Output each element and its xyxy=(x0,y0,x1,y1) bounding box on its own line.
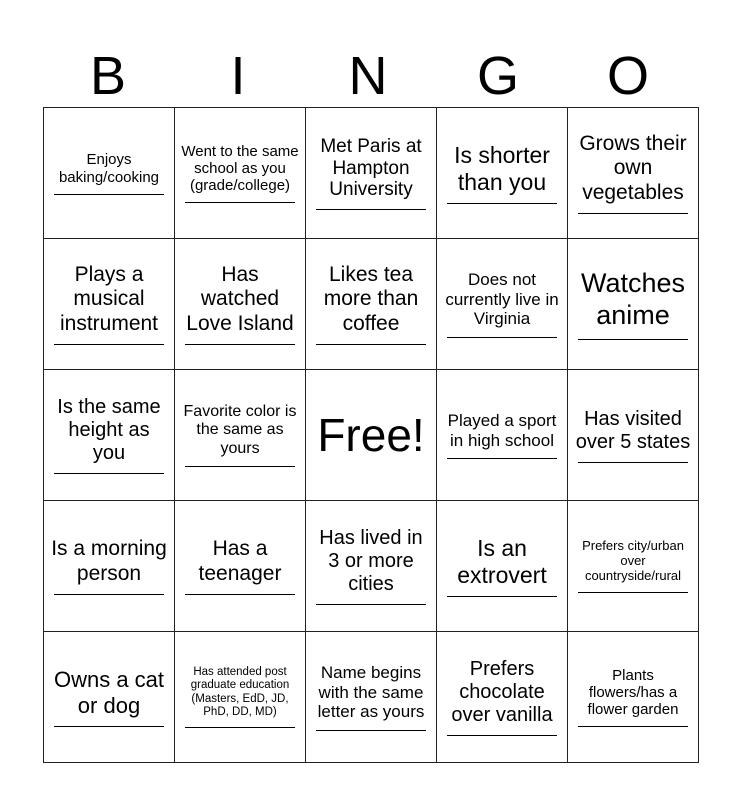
cell-text: Is the same height as you xyxy=(57,396,161,464)
bingo-cell[interactable] xyxy=(44,501,175,632)
signature-line xyxy=(578,592,688,593)
cell-text: Favorite color is the same as yours xyxy=(183,402,297,457)
cell-text: Plays a musical instrument xyxy=(59,263,159,335)
cell-text: Has lived in 3 or more cities xyxy=(319,527,423,595)
cell-text: Met Paris at Hampton University xyxy=(320,135,422,201)
signature-line xyxy=(185,202,295,203)
cell-text: Does not currently live in Virginia xyxy=(445,270,559,329)
bingo-cell[interactable] xyxy=(568,501,699,632)
bingo-cell[interactable] xyxy=(306,632,437,763)
bingo-cell[interactable] xyxy=(175,501,306,632)
signature-line xyxy=(54,594,164,595)
cell-text: Owns a cat or dog xyxy=(53,667,165,718)
header-letter-o: O xyxy=(606,46,649,106)
bingo-cell[interactable] xyxy=(437,239,568,370)
signature-line xyxy=(578,213,688,214)
bingo-cell[interactable] xyxy=(306,239,437,370)
free-space-label: Free! xyxy=(317,408,425,461)
cell-text: Is an extrovert xyxy=(457,535,547,588)
bingo-cell[interactable] xyxy=(437,501,568,632)
cell-text: Name begins with the same letter as yours xyxy=(317,663,425,722)
signature-line xyxy=(185,594,295,595)
bingo-cell[interactable] xyxy=(175,370,306,501)
bingo-cell[interactable] xyxy=(44,370,175,501)
cell-text: Watches anime xyxy=(580,268,686,330)
cell-text: Is a morning person xyxy=(51,537,167,585)
signature-line xyxy=(316,604,426,605)
bingo-cell[interactable] xyxy=(568,632,699,763)
cell-text: Has visited over 5 states xyxy=(575,407,691,453)
cell-text: Prefers chocolate over vanilla xyxy=(451,658,553,726)
signature-line xyxy=(54,473,164,474)
signature-line xyxy=(578,339,688,340)
bingo-cell[interactable] xyxy=(568,370,699,501)
bingo-cell[interactable] xyxy=(175,239,306,370)
bingo-cell[interactable] xyxy=(175,108,306,239)
cell-text: Has watched Love Island xyxy=(186,263,294,335)
header-letter-b: B xyxy=(89,46,127,106)
bingo-cell[interactable] xyxy=(44,239,175,370)
cell-text: Has attended post graduate education (Masters, EdD, JD, PhD, DD, MD) xyxy=(190,666,290,718)
signature-line xyxy=(447,458,557,459)
signature-line xyxy=(185,727,295,728)
signature-line xyxy=(447,203,557,204)
header-letter-i: I xyxy=(230,46,246,106)
bingo-cell[interactable] xyxy=(437,370,568,501)
signature-line xyxy=(447,596,557,597)
bingo-cell[interactable] xyxy=(568,239,699,370)
signature-line xyxy=(578,462,688,463)
cell-text: Prefers city/urban over countryside/rural xyxy=(582,538,684,583)
cell-text: Is shorter than you xyxy=(454,142,550,195)
signature-line xyxy=(447,735,557,736)
cell-text: Grows their own vegetables xyxy=(579,132,687,204)
signature-line xyxy=(54,726,164,727)
free-space[interactable] xyxy=(306,370,437,501)
signature-line xyxy=(185,466,295,467)
bingo-cell[interactable] xyxy=(568,108,699,239)
signature-line xyxy=(316,730,426,731)
signature-line xyxy=(447,337,557,338)
cell-text: Played a sport in high school xyxy=(447,410,557,450)
bingo-cell[interactable] xyxy=(44,108,175,239)
bingo-cell[interactable] xyxy=(306,108,437,239)
cell-text: Has a teenager xyxy=(198,537,282,585)
header-letter-g: G xyxy=(476,46,519,106)
bingo-cell[interactable] xyxy=(44,632,175,763)
bingo-cell[interactable] xyxy=(175,632,306,763)
signature-line xyxy=(185,344,295,345)
signature-line xyxy=(578,726,688,727)
signature-line xyxy=(54,344,164,345)
signature-line xyxy=(54,194,164,195)
cell-text: Plants flowers/has a flower garden xyxy=(587,666,679,719)
bingo-cell[interactable] xyxy=(437,108,568,239)
signature-line xyxy=(316,209,426,210)
header-letter-n: N xyxy=(348,46,388,106)
cell-text: Enjoys baking/cooking xyxy=(58,151,160,186)
cell-text: Went to the same school as you (grade/college) xyxy=(181,142,299,195)
bingo-grid xyxy=(43,107,699,763)
bingo-header xyxy=(43,44,693,108)
bingo-cell[interactable] xyxy=(437,632,568,763)
signature-line xyxy=(316,344,426,345)
cell-text: Likes tea more than coffee xyxy=(323,263,419,335)
bingo-cell[interactable] xyxy=(306,501,437,632)
